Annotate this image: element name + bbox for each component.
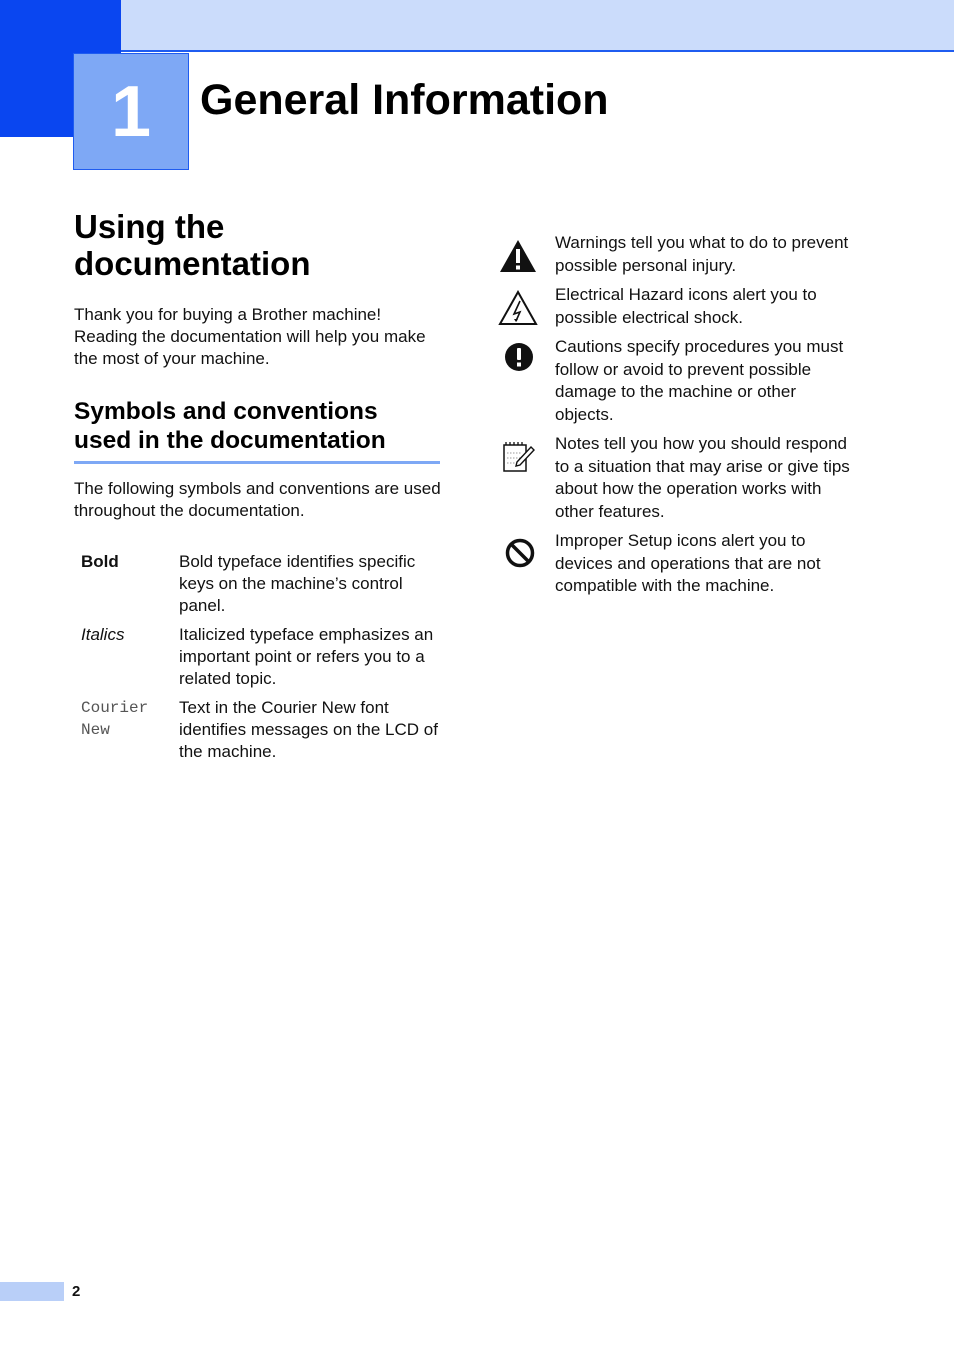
subsection-intro: The following symbols and conventions are used throughout the documentation. bbox=[74, 479, 441, 520]
caution-icon bbox=[498, 336, 555, 426]
symbol-description: Improper Setup icons alert you to devices and operations that are not compatible with the machine. bbox=[555, 531, 821, 595]
convention-description: Bold typeface identifies specific keys on the machine’s control panel. bbox=[179, 552, 416, 615]
symbol-row-note bbox=[498, 433, 858, 523]
warning-icon bbox=[498, 232, 555, 277]
symbol-row-improper-setup bbox=[498, 530, 858, 598]
symbol-row-electrical bbox=[498, 284, 858, 329]
convention-row-courier bbox=[74, 697, 444, 763]
note-icon bbox=[498, 433, 555, 523]
convention-description: Italicized typeface emphasizes an important point or refers you to a related topic. bbox=[179, 625, 434, 688]
convention-term: Italics bbox=[81, 625, 125, 644]
subsection-title: Symbols and conventions used in the documentation bbox=[74, 398, 386, 454]
footer-bar bbox=[0, 1282, 64, 1301]
convention-description: Text in the Courier New font identifies messages on the LCD of the machine. bbox=[179, 698, 438, 761]
section-intro: Thank you for buying a Brother machine! Reading the documentation will help you make the most of your machine. bbox=[74, 305, 426, 368]
symbol-row-warning bbox=[498, 232, 858, 277]
subsection-rule bbox=[74, 461, 440, 464]
convention-row-bold bbox=[74, 551, 444, 617]
electrical-hazard-icon bbox=[498, 284, 555, 329]
chapter-title: General Information bbox=[200, 76, 609, 124]
symbol-description: Warnings tell you what to do to prevent possible personal injury. bbox=[555, 233, 849, 275]
improper-setup-icon bbox=[498, 530, 555, 598]
symbol-description: Electrical Hazard icons alert you to possible electrical shock. bbox=[555, 285, 817, 327]
conventions-table bbox=[74, 551, 444, 770]
section-title: Using the documentation bbox=[74, 208, 311, 282]
convention-row-italics bbox=[74, 624, 444, 690]
chapter-number-box: 1 bbox=[73, 53, 189, 170]
page-number: 2 bbox=[72, 1283, 81, 1300]
convention-term: Bold bbox=[81, 552, 119, 571]
convention-term: Courier New bbox=[81, 699, 149, 739]
symbol-list bbox=[498, 232, 858, 605]
symbol-description: Notes tell you how you should respond to a situation that may arise or give tips about how the operation works with other features. bbox=[555, 434, 850, 521]
symbol-description: Cautions specify procedures you must follow or avoid to prevent possible damage to the machine or other objects. bbox=[555, 337, 844, 424]
header-band bbox=[121, 0, 954, 52]
symbol-row-caution bbox=[498, 336, 858, 426]
